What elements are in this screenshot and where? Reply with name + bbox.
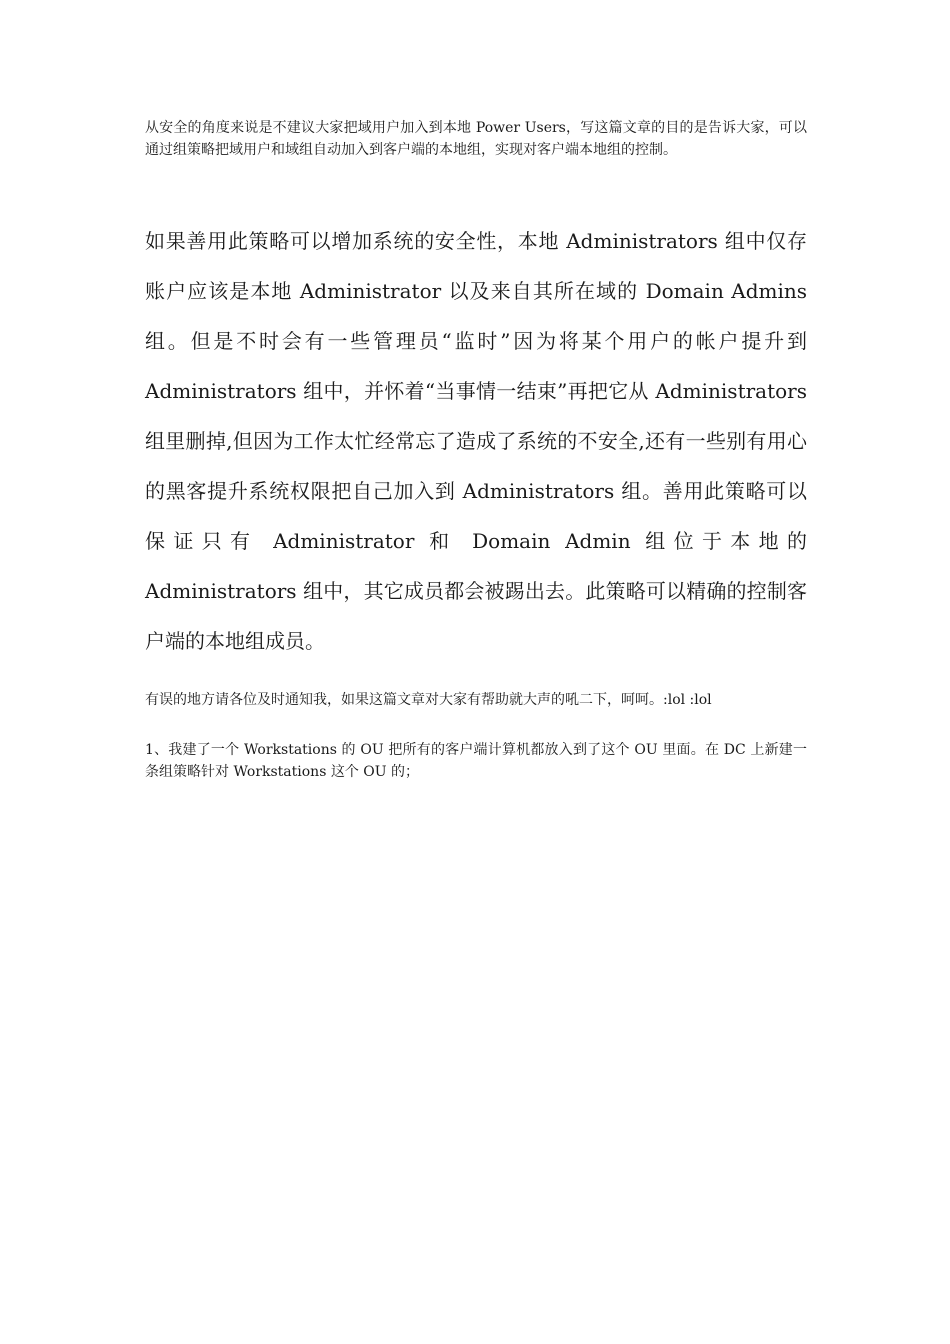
policy-description-paragraph: 如果善用此策略可以增加系统的安全性，本地 Administrators 组中仅存账户应该是本地 Administrator 以及来自其所在域的 Domain Admins 组。但是不时会有一些管理员“监时”因为将某个用户的帐户提升到 Administrators 组中，并怀着“当事情一结束”再把它从 Administrators 组里删掉,但因为工作太忙经常忘了造成了系统的不安全,还有一些别有用心的黑客提升系统权限把自己加入到 Administrators 组。善用此策略可以保证只有 Administrator 和 Domain Admin 组位于本地的 Administrators 组中，其它成员都会被踢出去。此策略可以精确的控制客户端的本地组成员。 xyxy=(145,229,807,653)
intro-paragraph: 从安全的角度来说是不建议大家把域用户加入到本地 Power Users，写这篇文章的目的是告诉大家，可以通过组策略把域用户和域组自动加入到客户端的本地组，实现对客户端本地组的控制。 xyxy=(145,120,807,158)
step-1-paragraph: 1、我建了一个 Workstations 的 OU 把所有的客户端计算机都放入到了这个 OU 里面。在 DC 上新建一条组策略针对 Workstations 这个 OU 的； xyxy=(145,742,807,780)
feedback-paragraph: 有误的地方请各位及时通知我，如果这篇文章对大家有帮助就大声的吼二下，呵呵。:lol :lol xyxy=(145,692,712,708)
